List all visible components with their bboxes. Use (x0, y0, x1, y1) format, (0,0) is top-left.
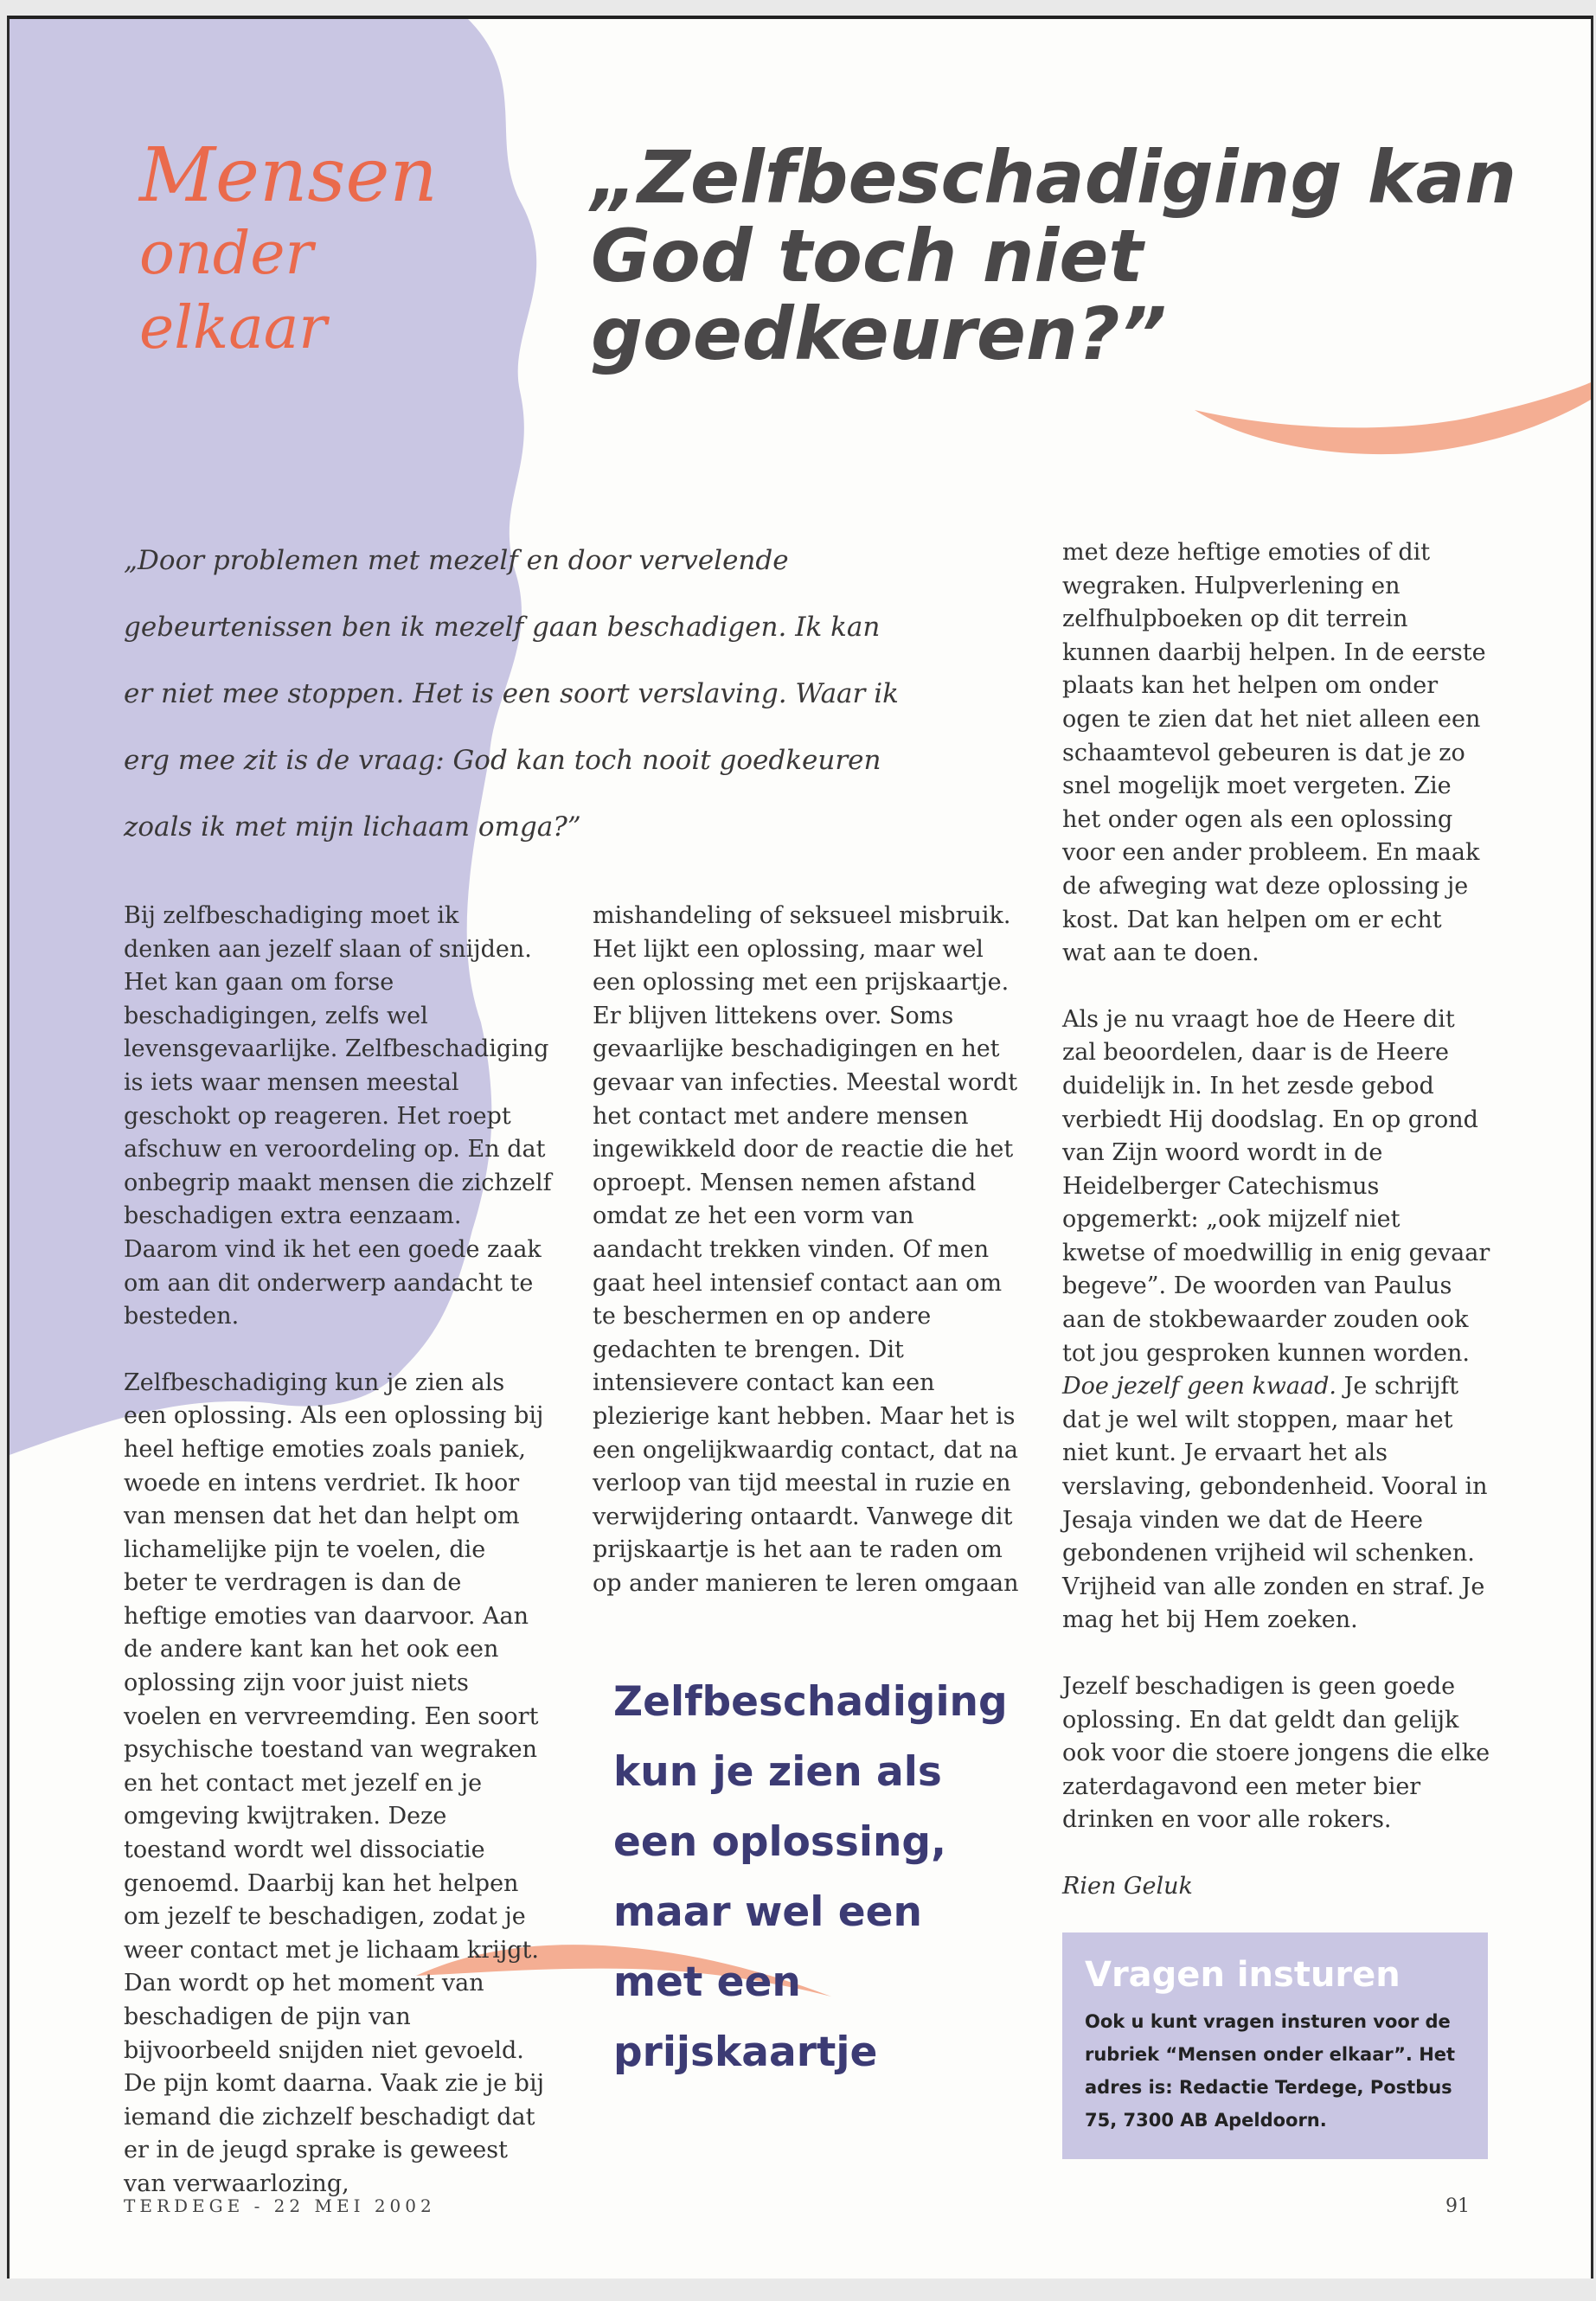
footer-publication: TERDEGE - 22 MEI 2002 (124, 2195, 436, 2216)
rubric-line-2: onder (139, 220, 314, 288)
page-number: 91 (1445, 2195, 1470, 2217)
column-1-paragraph-1: Bij zelfbeschadiging moet ik denken aan jezelf slaan of snijden. Het kan gaan om forse beschadigingen, zelfs wel levensgevaarlijke. Zelfbeschadiging is iets waar mensen meestal geschokt op reageren. Het roept afschuw en veroordeling op. En dat onbegrip maakt mensen die zichzelf beschadigen extra eenzaam. Daarom vind ik het een goede zaak om aan dit onderwerp aandacht te besteden. (124, 902, 552, 1330)
bible-quote-italic: Doe jezelf geen kwaad. (1062, 1373, 1336, 1400)
article-headline: „Zelfbeschadiging kan God toch niet goedkeuren?” (591, 135, 1517, 377)
column-3-paragraph-1: met deze heftige emoties of dit wegraken. Hulpverlening en zelfhulpboeken op dit terrein kunnen daarbij helpen. In de eerste plaats kan het helpen om onder ogen te zien dat het niet alleen een schaamtevol gebeuren is dat je zo snel mogelijk moet vergeten. Zie het onder ogen als een oplossing voor een ander probleem. En maak de afweging wat deze oplossing je kost. Dat kan helpen om er echt wat aan te doen. (1062, 539, 1486, 967)
box-text: Ook u kunt vragen insturen voor de rubriek “Mensen onder elkaar”. Het adres is: Redactie Terdege, Postbus 75, 7300 AB Apeldoorn. (1085, 2011, 1456, 2131)
paragraph-2-text-after: Je schrijft dat je wel wilt stoppen, maar het niet kunt. Je ervaart het als verslaving, gebondenheid. Vooral in Jesaja vinden we dat de Heere gebondenen vrijheid wil schenken. Vrijheid van alle zonden en straf. Je mag het bij Hem zoeken. (1062, 1373, 1488, 1634)
author-signature: Rien Geluk (1062, 1872, 1193, 1900)
pull-quote: Zelfbeschadiging kun je zien als een oplossing, maar wel een met een prijskaartje (613, 1678, 1008, 2076)
magazine-page (7, 16, 1593, 2279)
submit-questions-box (1062, 1932, 1488, 2159)
orange-brush-stroke-top (1195, 382, 1591, 454)
column-3 (1062, 536, 1490, 1937)
rubric-title (139, 132, 438, 362)
box-title: Vragen insturen (1085, 1955, 1401, 1995)
column-3-paragraph-2 (1062, 1003, 1490, 1638)
paragraph-2-text-before: Als je nu vraagt hoe de Heere dit zal beoordelen, daar is de Heere duidelijk in. In het zesde gebod verbiedt Hij doodslag. En op grond van Zijn woord wordt in de Heidelberger Catechismus opgemerkt: „ook mijzelf niet kwetse of moedwillig in enig gevaar begeve”. De woorden van Paulus aan de stokbewaarder zouden ook tot jou gesproken kunnen worden. (1062, 1005, 1490, 1367)
reader-question: „Door problemen met mezelf en door vervelende gebeurtenissen ben ik mezelf gaan beschadigen. Ik kan er niet mee stoppen. Het is een soort verslaving. Waar ik erg mee zit is de vraag: God kan toch nooit goedkeuren zoals ik met mijn lichaam omga?” (124, 545, 899, 843)
column-1-paragraph-2: Zelfbeschadiging kun je zien als een oplossing. Als een oplossing bij heel heftige emoties zoals paniek, woede en intens verdriet. Ik hoor van mensen dat het dan helpt om lichamelijke pijn te voelen, die beter te verdragen is dan de heftige emoties van daarvoor. Aan de andere kant kan het ook een oplossing zijn voor juist niets voelen en vervreemding. Een soort psychische toestand van wegraken en het contact met jezelf en je omgeving kwijtraken. Deze toestand wordt wel dissociatie genoemd. Daarbij kan het helpen om jezelf te beschadigen, zodat je weer contact met je lichaam krijgt. Dan wordt op het moment van beschadigen de pijn van bijvoorbeeld snijden niet gevoeld. De pijn komt daarna. Vaak zie je bij iemand die zichzelf beschadigt dat er in de jeugd sprake is geweest van verwaarlozing, (124, 1368, 544, 2197)
column-2 (593, 900, 1021, 1633)
rubric-line-3: elkaar (139, 294, 327, 362)
column-3-paragraph-3: Jezelf beschadigen is geen goede oplossing. En dat geldt dan gelijk ook voor die stoere jongens die elke zaterdagavond een meter bier drinken en voor alle rokers. (1062, 1673, 1490, 1834)
rubric-line-1: Mensen (139, 132, 438, 219)
column-1 (124, 900, 552, 2234)
column-2-paragraph-1: mishandeling of seksueel misbruik. Het lijkt een oplossing, maar wel een oplossing met een prijskaartje. Er blijven littekens over. Soms gevaarlijke beschadigingen en het gevaar van infecties. Meestal wordt het contact met andere mensen ingewikkeld door de reactie die het oproept. Mensen nemen afstand omdat ze het een vorm van aandacht trekken vinden. Of men gaat heel intensief contact aan om te beschermen en op andere gedachten te brengen. Dit intensievere contact kan een plezierige kant hebben. Maar het is een ongelijkwaardig contact, dat na verloop van tijd meestal in ruzie en verwijdering ontaardt. Vanwege dit prijskaartje is het aan te raden om op ander manieren te leren omgaan (593, 902, 1019, 1597)
